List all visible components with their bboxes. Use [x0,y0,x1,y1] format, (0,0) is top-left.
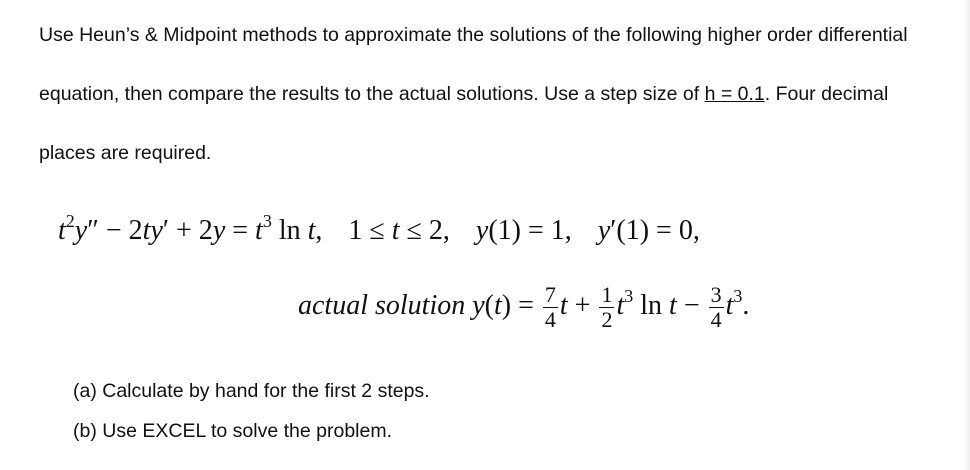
fraction-one-half: $\frac{1}{2}$ [601,282,613,332]
page-edge-shadow [962,0,970,470]
part-b-text: (b) Use EXCEL to solve the problem. [73,420,392,442]
problem-line-1 [39,24,908,46]
fraction-three-fourths: $\frac{3}{4}$ [710,282,722,332]
problem-line-3-text: places are required. [39,142,212,164]
problem-line-3 [39,142,211,164]
problem-line-2-post: . Four decimal [764,83,889,105]
part-a [73,380,430,402]
fraction-seven-fourths: $\frac{7}{4}$ [544,282,556,332]
actual-solution: actual solution y(t) = $\frac{7}{4}$ t + $\frac{1}{2}$ $t^3$ ln t − $\frac{3}{4}$ $t^3$. [298,282,750,332]
step-size-value: h = 0.1 [704,83,765,105]
problem-line-2 [39,83,888,105]
differential-equation: $t^2y'' - 2ty' + 2y = t^3$ ln t, 1 ≤ t ≤ 2, y(1) = 1, y′(1) = 0, [58,211,700,246]
problem-line-1-text: Use Heun’s & Midpoint methods to approximate the solutions of the following higher order differential [39,24,908,46]
part-b [73,420,392,442]
problem-line-2-pre: equation, then compare the results to the actual solutions. Use a step size of [39,83,705,105]
part-a-text: (a) Calculate by hand for the first 2 steps. [73,380,430,402]
